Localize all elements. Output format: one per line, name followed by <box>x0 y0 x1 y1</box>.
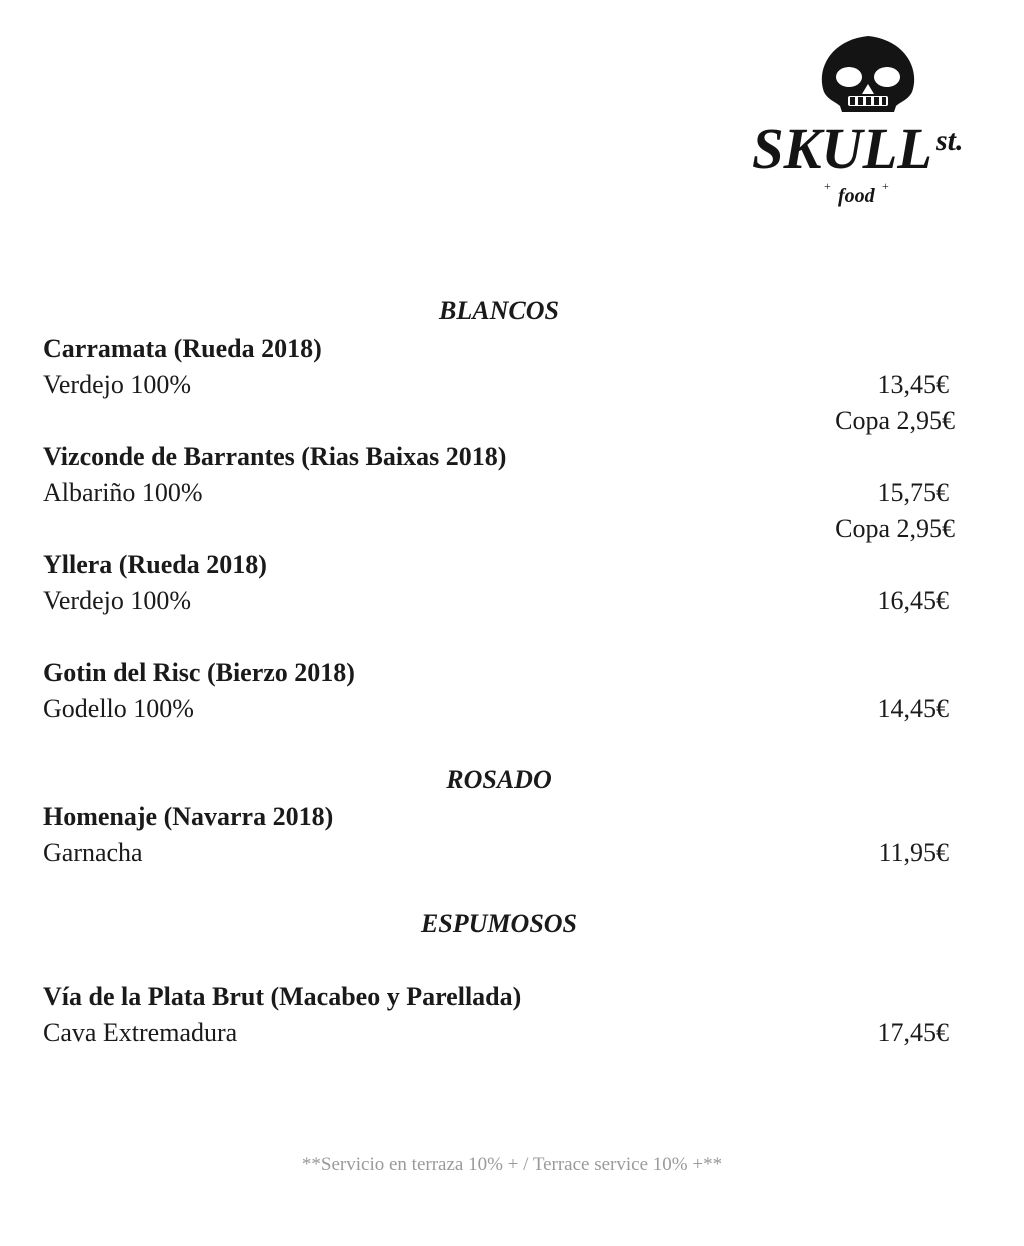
wine-item <box>43 800 955 910</box>
wine-grape: Cava Extremadura <box>43 1018 238 1047</box>
wine-item <box>43 656 955 766</box>
wine-grape: Verdejo 100% <box>43 370 192 399</box>
wine-name: Vía de la Plata Brut (Macabeo y Parellada) <box>43 982 522 1011</box>
glass-price: Copa 2,95€ <box>835 514 955 543</box>
bottle-price: 16,45€ <box>877 586 949 615</box>
section-title-blancos: BLANCOS <box>439 296 559 325</box>
skull-st-food-logo <box>748 30 988 220</box>
wine-name: Yllera (Rueda 2018) <box>43 550 267 579</box>
bottle-price: 15,75€ <box>877 478 949 507</box>
service-footnote: **Servicio en terraza 10% + / Terrace service 10% +** <box>301 1154 723 1175</box>
wine-name: Gotin del Risc (Bierzo 2018) <box>43 658 355 687</box>
wine-name: Vizconde de Barrantes (Rias Baixas 2018) <box>43 442 507 471</box>
brand-tagline: food <box>838 185 875 207</box>
bottle-price: 17,45€ <box>877 1018 949 1047</box>
bottle-price: 11,95€ <box>878 838 949 867</box>
wine-grape: Garnacha <box>43 838 143 867</box>
wine-grape: Albariño 100% <box>43 478 203 507</box>
bottle-price: 14,45€ <box>877 694 949 723</box>
brand-suffix: st. <box>936 124 964 157</box>
bottle-price: 13,45€ <box>877 370 949 399</box>
wine-item <box>43 548 955 658</box>
wine-name: Homenaje (Navarra 2018) <box>43 802 334 831</box>
brand-tagline-star-left: + <box>824 179 831 193</box>
skull-icon <box>822 36 914 112</box>
section-title-espumosos: ESPUMOSOS <box>420 909 578 938</box>
glass-price: Copa 2,95€ <box>835 406 955 435</box>
wine-item <box>43 440 955 550</box>
wine-item <box>43 332 955 442</box>
wine-grape: Verdejo 100% <box>43 586 192 615</box>
wine-item <box>43 980 955 1090</box>
wine-name: Carramata (Rueda 2018) <box>43 334 322 363</box>
wine-grape: Godello 100% <box>43 694 194 723</box>
brand-tagline-star-right: + <box>882 179 889 193</box>
section-title-rosado: ROSADO <box>446 765 552 794</box>
brand-wordmark: SKULL <box>752 116 932 181</box>
